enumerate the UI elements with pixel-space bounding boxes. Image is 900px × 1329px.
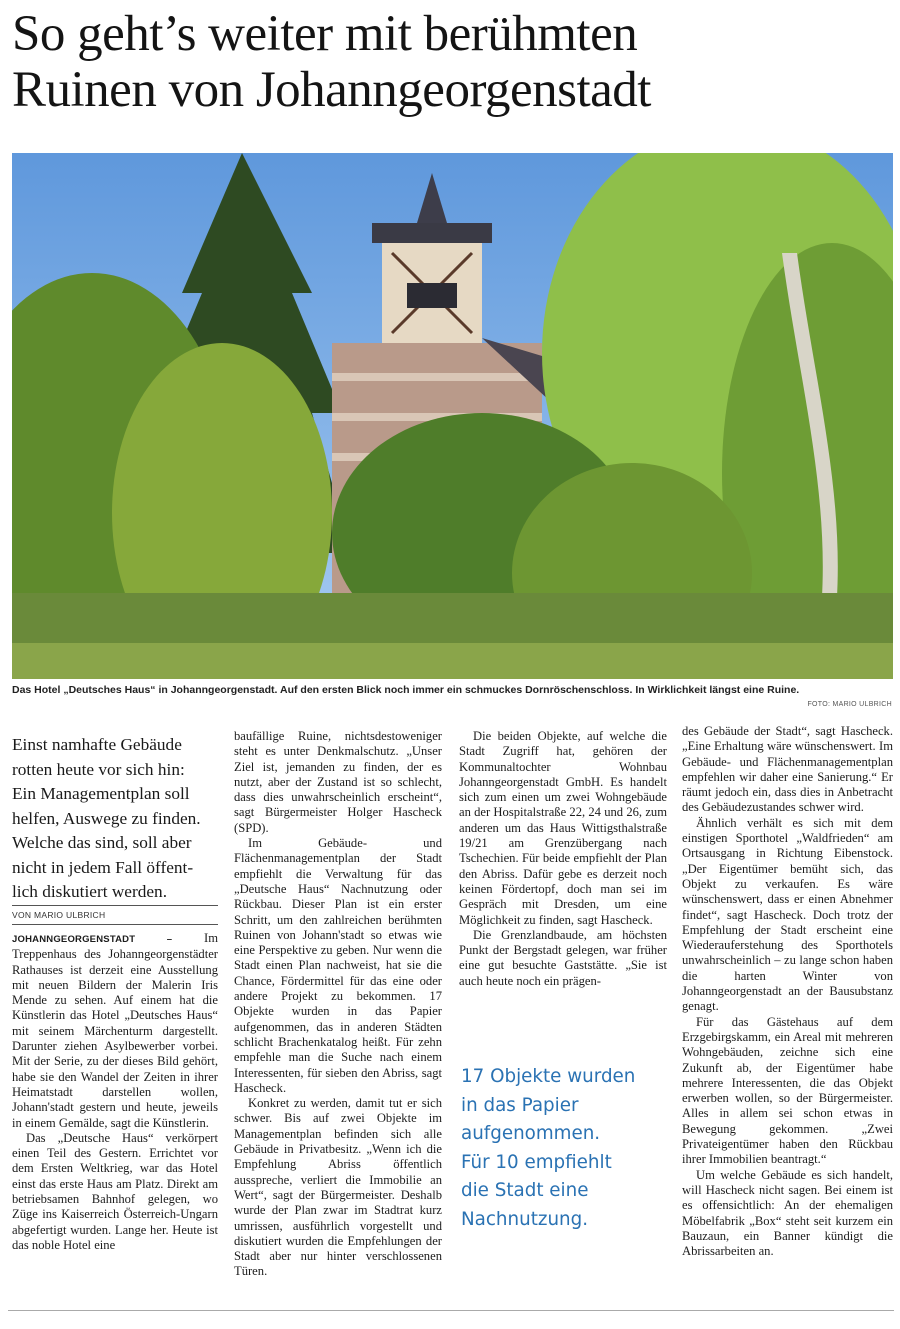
paragraph: Konkret zu werden, damit tut er sich schwer. Bis auf zwei Objekte im Managementplan befinden sich alle Gebäude in Privatbesitz. „Wenn ich die Empfehlung Abriss öffentlich ausspreche, verliert die Immobilie an Wert“, sagt der Bürgermeister. Deshalb wurde der Plan zwar im Stadtrat kurz umrissen, ausführlich vorgestellt und diskutiert wurden die Empfehlungen der Stadt aber nur hinter verschlossenen Türen. <box>234 1096 442 1279</box>
quote-line: in das Papier <box>461 1094 579 1116</box>
column-1 <box>12 931 218 1253</box>
article-lead <box>12 733 218 905</box>
headline-line-1: So geht’s weiter mit berühmten <box>12 6 638 62</box>
paragraph: baufällige Ruine, nichtsdestoweniger steht es unter Denkmalschutz. „Unser Ziel ist, jemanden zu finden, der es nutzt, aber der Zustand ist so schlecht, dass dies unwahrscheinlich erscheint“, sagt Bürgermeister Holger Hascheck (SPD). <box>234 729 442 835</box>
quote-line: 17 Objekte wurden <box>461 1066 636 1087</box>
paragraph: Ähnlich verhält es sich mit dem einstigen Sporthotel „Waldfrieden“ am Ortsausgang in Richtung Eibenstock. „Der Eigentümer bemüht sich, das Objekt zu verkaufen. Es wäre wünschenswert, dass er einen Abnehmer findet“, sagt Hascheck. Doch trotz der Empfehlung der Stadt erscheint eine Wiederauferstehung des Sporthotels unwahrscheinlich – zu lange schon haben die harten Winter von Johanngeorgenstadt an der Bausubstanz genagt. <box>682 815 893 1014</box>
paragraph <box>12 931 218 1131</box>
paragraph: des Gebäude der Stadt“, sagt Hascheck. „Eine Erhaltung wäre wünschenswert. Im Gebäude- und Flächenmanagementplan empfehlen wir daher eine Sanierung.“ Er räumt jedoch ein, dass dies in Anbetracht des Gebäudezustandes schwer wird. <box>682 724 893 815</box>
paragraph-text: Im Treppenhaus des Johanngeorgenstädter Rathauses ist derzeit eine Ausstellung mit neuen Bildern der Malerin Iris Mende zu sehen. Auf einem hat die Künstlerin das Hotel „Deutsches Haus“ mit seinem Märchenturm dargestellt. Darunter ziehen Asylbewerber vorbei. Mit der Serie, zu der dieses Bild gehört, habe sie den Wandel der Zeiten in ihrer Heimatstadt darstellen wollen, Johann'stadt gestern und heute, jeweils in einem Gemälde, sagt die Künstlerin. <box>12 931 218 1130</box>
photo-credit: FOTO: MARIO ULBRICH <box>807 701 892 708</box>
paragraph: Um welche Gebäude es sich handelt, will Hascheck nicht sagen. Bei einem ist es offensichtlich: An der ehemaligen Möbelfabrik „Box“ steht seit kurzem ein Bauzaun, ein Banner kündigt die Abrissarbeiten an. <box>682 1167 893 1259</box>
dateline: JOHANNGEORGENSTADT – <box>12 934 173 945</box>
paragraph: Die beiden Objekte, auf welche die Stadt Zugriff hat, gehören der Kommunaltochter Wohnbau Johanngeorgenstadt GmbH. Es handelt sich zum einen um zwei Wohngebäude an der Hospitalstraße 22, 24 und 26, zum anderen um das Haus Wittigsthalstraße 19/21 am Grenzübergang nach Tschechien. Für beide empfiehlt der Plan den Abriss. Dafür gebe es derzeit noch keinen Fördertopf, doch man sei im Gespräch mit Dresden, um eine Möglichkeit zu finden, sagt Hascheck. <box>459 729 667 927</box>
column-4 <box>682 724 893 1259</box>
lead-line: Welche das sind, soll aber <box>12 833 192 852</box>
lead-line: helfen, Auswege zu finden. <box>12 808 201 828</box>
quote-line: Für 10 empfiehlt <box>461 1151 612 1173</box>
paragraph: Das „Deutsche Haus“ verkörpert einen Teil des Gestern. Errichtet vor dem Ersten Weltkrieg, war das Hotel einst das erste Haus am Platz. Direkt am betriebsamen Bahnhof gelegen, wo Züge ins Kaiserreich Österreich-Ungarn abgefertigt wurden. Lange her. Heute ist das noble Hotel eine <box>12 1130 218 1252</box>
paragraph: Die Grenzlandbaude, am höchsten Punkt der Bergstadt gelegen, war früher eine gut besuchte Gaststätte. „Sie ist auch heute noch ein prägen- <box>459 927 667 988</box>
paragraph: Im Gebäude- und Flächenmanagementplan der Stadt empfiehlt die Verwaltung für das „Deutsche Haus“ Nachnutzung oder Rückbau. Dieser Plan ist ein erster Schritt, um den zahlreichen berühmten Ruinen von Johann'stadt so etwas wie eine Perspektive zu geben. Nur wenn die Stadt einen Plan nachweist, hat sie die Chance, Fördermittel für das eine oder andere Projekt zu bekommen. 17 Objekte wurden in das Papier aufgenommen, das in anderen Städten schlicht Brachenkatalog heißt. Für zehn empfehle man die Suche nach einem Interessenten, für sieben den Abriss, sagt Hascheck. <box>234 836 442 1095</box>
article-photo <box>12 153 893 679</box>
headline-line-2: Ruinen von Johanngeorgenstadt <box>12 62 651 118</box>
pull-quote <box>461 1063 671 1235</box>
lead-line: rotten heute vor sich hin: <box>12 759 185 779</box>
byline-bottom-rule <box>12 924 218 925</box>
quote-line: die Stadt eine <box>461 1180 589 1202</box>
column-2 <box>234 729 442 1280</box>
page-bottom-rule <box>8 1310 894 1311</box>
quote-line: aufgenommen. <box>461 1123 601 1145</box>
photo-caption: Das Hotel „Deutsches Haus“ in Johanngeorgenstadt. Auf den ersten Blick noch immer ein schmuckes Dornröschenschloss. In Wirklichkeit längst eine Ruine. <box>12 684 800 696</box>
lead-line: nicht in jedem Fall öffent- <box>12 857 194 877</box>
column-3 <box>459 729 667 989</box>
quote-line: Nachnutzung. <box>461 1208 589 1230</box>
paragraph: Für das Gästehaus auf dem Erzgebirgskamm, ein Areal mit mehreren Wohngebäuden, zeichne sich eine Zukunft ab, der Eigentümer habe mehrere Interessenten, die das Objekt erwerben wollen, so der Bürgermeister. Alles in allem sei schon etwas in Bewegung gekommen. „Zwei Privateigentümer haben den Rückbau ihrer Immobilien beantragt.“ <box>682 1014 893 1167</box>
photo-illustration <box>12 153 893 679</box>
lead-line: Ein Managementplan soll <box>12 784 190 803</box>
byline: VON MARIO ULBRICH <box>12 910 106 920</box>
headline <box>12 6 892 118</box>
lead-line: lich diskutiert werden. <box>12 882 168 901</box>
lead-line: Einst namhafte Gebäude <box>12 735 182 754</box>
byline-top-rule <box>12 905 218 906</box>
